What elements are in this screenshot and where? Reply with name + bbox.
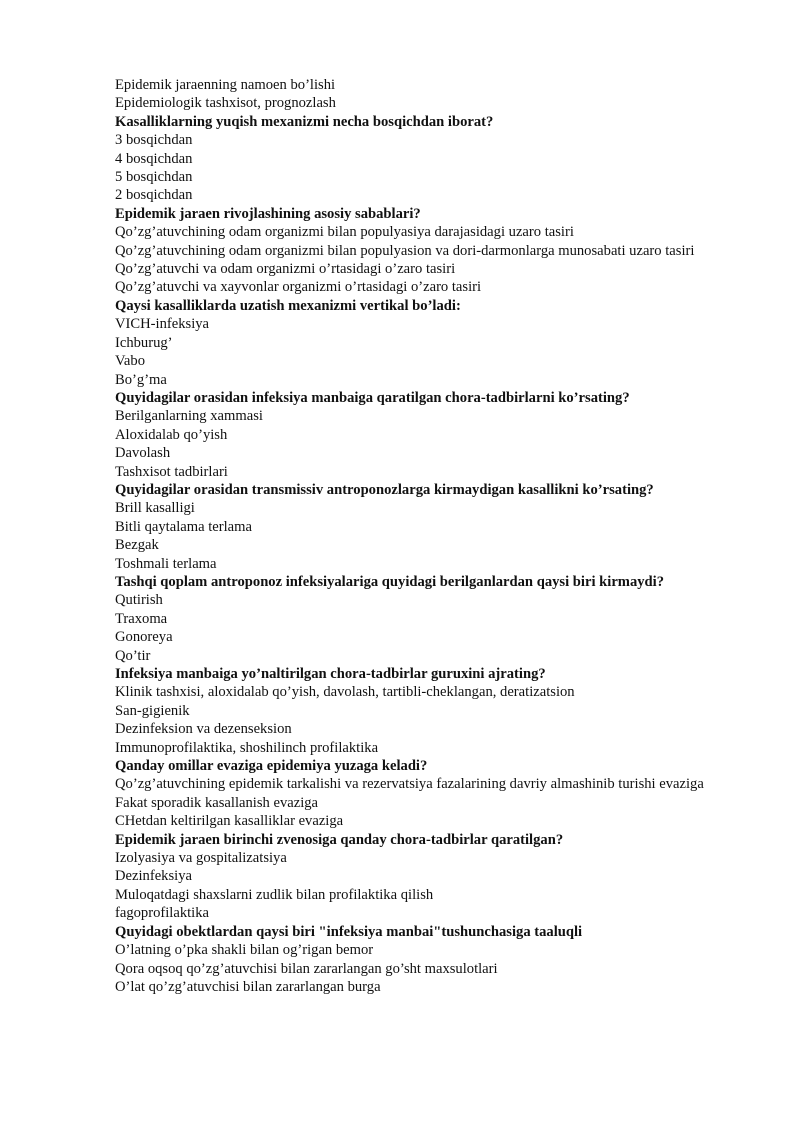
question-block [115, 757, 735, 831]
answer-option: San-gigienik [115, 702, 190, 719]
question-text: Quyidagi obektlardan qaysi biri "infeksiya manbai"tushunchasiga taaluqli [115, 923, 583, 940]
answer-option: Toshmali terlama [115, 555, 217, 572]
answer-option: VICH-infeksiya [115, 316, 210, 333]
answer-option: Gonoreya [115, 629, 173, 646]
answer-option: Qora oqsoq qo’zg’atuvchisi bilan zararlangan go’sht maxsulotlari [115, 960, 498, 977]
answer-option: 4 bosqichdan [115, 150, 193, 167]
document-page [115, 76, 735, 996]
answer-option: Dezinfeksiya [115, 868, 192, 885]
answer-option: Ichburug’ [115, 334, 173, 351]
answer-option: Tashxisot tadbirlari [115, 463, 228, 480]
question-block [115, 831, 735, 923]
answer-option: 3 bosqichdan [115, 132, 193, 149]
question-text: Quyidagilar orasidan infeksiya manbaiga qaratilgan chora-tadbirlarni ko’rsating? [115, 389, 630, 406]
question-block [115, 389, 735, 481]
answer-option: Muloqatdagi shaxslarni zudlik bilan profilaktika qilish [115, 886, 434, 903]
answer-option: Dezinfeksion va dezenseksion [115, 721, 292, 738]
intro-line: Epidemiologik tashxisot, prognozlash [115, 95, 336, 112]
answer-option: CHetdan keltirilgan kasalliklar evaziga [115, 813, 344, 830]
question-text: Epidemik jaraen birinchi zvenosiga qanday chora-tadbirlar qaratilgan? [115, 831, 564, 848]
question-block [115, 665, 735, 757]
answer-option: Qo’zg’atuvchi va odam organizmi o’rtasidagi o’zaro tasiri [115, 261, 456, 278]
questions-list [115, 113, 735, 997]
intro-line: Epidemik jaraenning namoen bo’lishi [115, 77, 336, 93]
answer-option: Aloxidalab qo’yish [115, 426, 228, 443]
question-block [115, 205, 735, 297]
question-text: Epidemik jaraen rivojlashining asosiy sabablari? [115, 205, 421, 222]
answer-option: Klinik tashxisi, aloxidalab qo’yish, davolash, tartibli-cheklangan, deratizatsion [115, 684, 575, 701]
question-text: Kasalliklarning yuqish mexanizmi necha bosqichdan iborat? [115, 113, 494, 130]
question-text: Qaysi kasalliklarda uzatish mexanizmi vertikal bo’ladi: [115, 297, 461, 314]
answer-option: Vabo [115, 353, 145, 370]
question-text: Quyidagilar orasidan transmissiv antroponozlarga kirmaydigan kasallikni ko’rsating? [115, 481, 654, 498]
answer-option: Brill kasalligi [115, 500, 195, 517]
question-text: Infeksiya manbaiga yo’naltirilgan chora-tadbirlar guruxini ajrating? [115, 666, 546, 682]
answer-option: Berilganlarning xammasi [115, 408, 263, 425]
answer-option: 5 bosqichdan [115, 169, 193, 186]
question-block [115, 923, 735, 997]
answer-option: fagoprofilaktika [115, 905, 210, 922]
answer-option: O’lat qo’zg’atuvchisi bilan zararlangan burga [115, 978, 381, 995]
answer-option: Qutirish [115, 592, 163, 609]
answer-option: Qo’zg’atuvchining odam organizmi bilan populyasiya darajasidagi uzaro tasiri [115, 224, 574, 241]
answer-option: Qo’zg’atuvchining odam organizmi bilan populyasion va dori-darmonlarga munosabati uzaro tasiri [115, 242, 695, 259]
intro-block [115, 76, 735, 113]
answer-option: Fakat sporadik kasallanish evaziga [115, 794, 319, 811]
answer-option: Qo’zg’atuvchi va xayvonlar organizmi o’rtasidagi o’zaro tasiri [115, 279, 482, 296]
answer-option: O’latning o’pka shakli bilan og’rigan bemor [115, 942, 374, 959]
answer-option: Izolyasiya va gospitalizatsiya [115, 850, 287, 867]
answer-option: Qo’tir [115, 647, 151, 664]
question-text: Qanday omillar evaziga epidemiya yuzaga keladi? [115, 758, 428, 775]
answer-option: Immunoprofilaktika, shoshilinch profilaktika [115, 739, 379, 756]
question-block [115, 481, 735, 573]
answer-option: Bezgak [115, 537, 159, 554]
answer-option: 2 bosqichdan [115, 187, 193, 204]
answer-option: Qo’zg’atuvchining epidemik tarkalishi va rezervatsiya fazalarining davriy almashinib turishi evaziga [115, 776, 704, 793]
answer-option: Davolash [115, 445, 171, 462]
question-text: Tashqi qoplam antroponoz infeksiyalariga quyidagi berilganlardan qaysi biri kirmaydi? [115, 573, 665, 590]
answer-option: Bo’g’ma [115, 371, 167, 388]
question-block [115, 573, 735, 665]
question-block [115, 297, 735, 389]
answer-option: Bitli qaytalama terlama [115, 518, 252, 535]
answer-option: Traxoma [115, 610, 168, 627]
question-block [115, 113, 735, 205]
